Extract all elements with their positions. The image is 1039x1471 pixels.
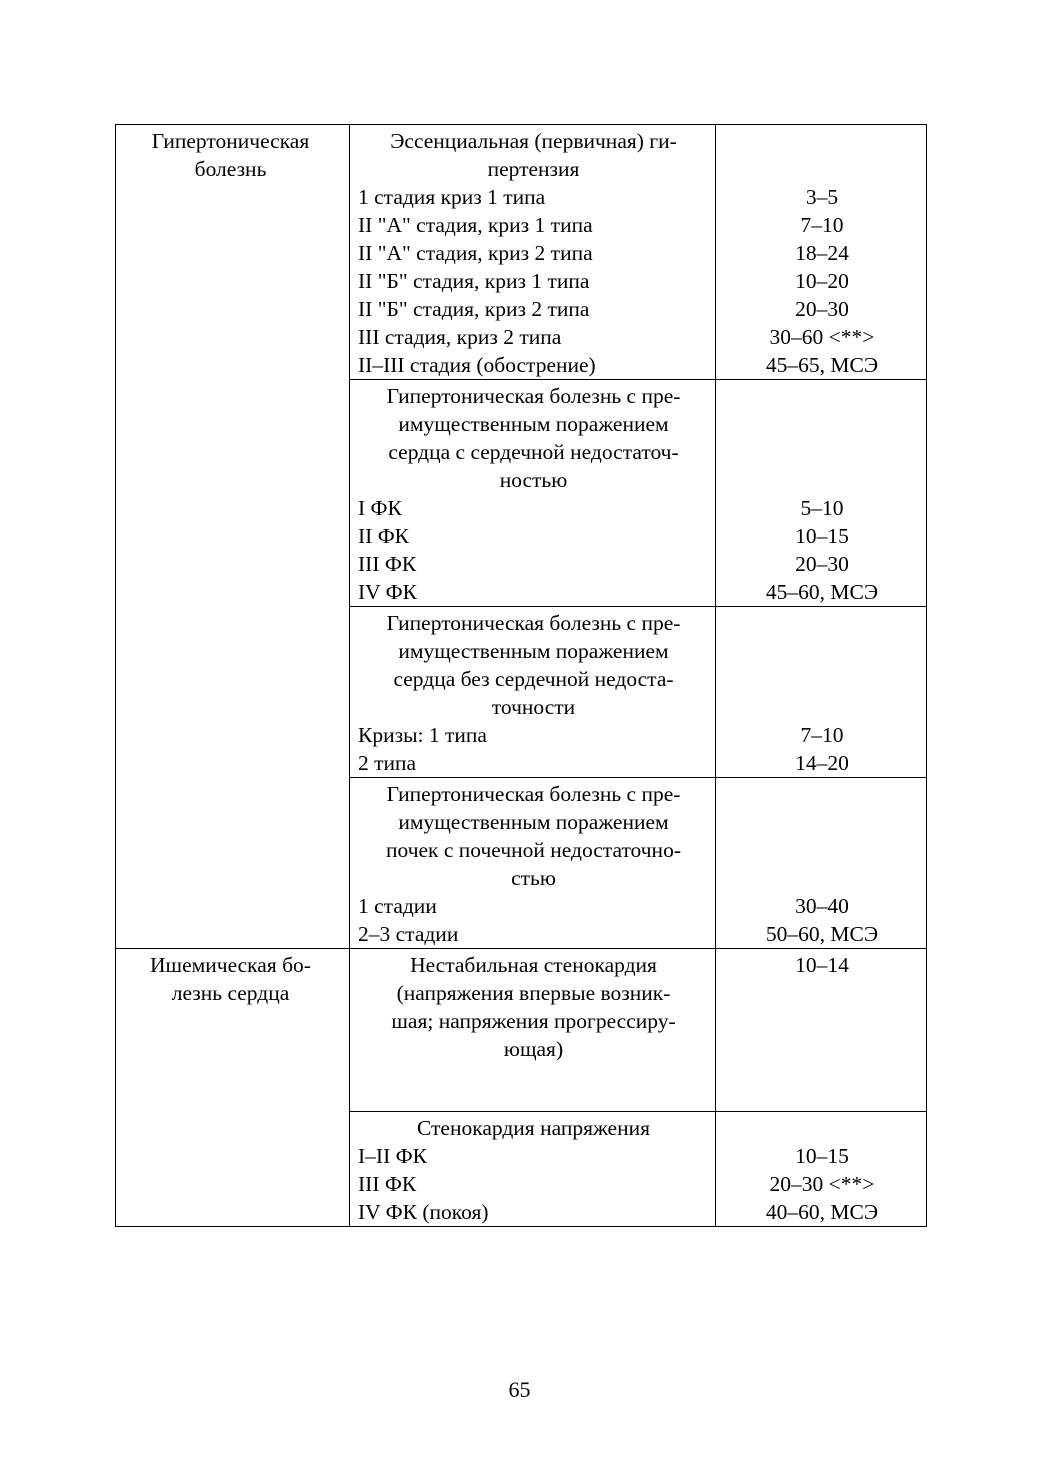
condition-heading: Стенокардия напряжения <box>416 1116 650 1140</box>
condition-item: II "А" стадия, криз 1 типа <box>358 213 593 237</box>
condition-item: I–II ФК <box>358 1144 427 1168</box>
duration-cell <box>716 125 927 380</box>
duration-value: 3–5 <box>805 185 839 209</box>
duration-value: 50–60, МСЭ <box>765 922 879 946</box>
spacer <box>724 155 920 183</box>
spacer <box>724 836 920 864</box>
spacer <box>724 808 920 836</box>
duration-value: 14–20 <box>795 751 849 775</box>
duration-value: 7–10 <box>800 213 844 237</box>
duration-value: 10–20 <box>795 269 849 293</box>
condition-cell <box>350 949 716 1112</box>
duration-value: 10–15 <box>795 524 849 548</box>
duration-cell <box>716 949 927 1112</box>
condition-cell <box>350 380 716 607</box>
duration-value: 30–40 <box>795 894 849 918</box>
duration-cell <box>716 607 927 778</box>
condition-cell <box>350 778 716 949</box>
condition-cell <box>350 125 716 380</box>
page-content <box>115 124 926 1227</box>
duration-value: 40–60, МСЭ <box>765 1200 879 1224</box>
condition-item: II "Б" стадия, криз 1 типа <box>358 269 590 293</box>
condition-item: II "Б" стадия, криз 2 типа <box>358 297 590 321</box>
duration-value: 20–30 <box>795 297 849 321</box>
duration-value: 7–10 <box>800 723 844 747</box>
condition-item: 2–3 стадии <box>358 922 459 946</box>
duration-cell <box>716 380 927 607</box>
condition-item: IV ФК (покоя) <box>358 1200 489 1224</box>
condition-item: I ФК <box>358 496 402 520</box>
condition-heading: Нестабильная стенокардия (напряжения впервые возник- шая; напряжения прогрессиру- ющая) <box>391 953 676 1061</box>
condition-item: III стадия, криз 2 типа <box>358 325 562 349</box>
condition-heading: Гипертоническая болезнь с пре- имущественным поражением сердца без сердечной недоста- точности <box>386 611 681 719</box>
spacer <box>724 438 920 466</box>
condition-item: III ФК <box>358 552 417 576</box>
duration-cell <box>716 778 927 949</box>
spacer <box>724 864 920 892</box>
spacer <box>724 127 920 155</box>
spacer <box>724 410 920 438</box>
table-row <box>116 949 927 1112</box>
condition-item: 1 стадии <box>358 894 437 918</box>
duration-cell <box>716 1112 927 1227</box>
disease-name: Гипертоническая болезнь <box>151 129 310 181</box>
duration-value: 18–24 <box>795 241 849 265</box>
disease-name: Ишемическая бо- лезнь сердца <box>150 953 311 1005</box>
condition-cell <box>350 607 716 778</box>
duration-value: 5–10 <box>800 496 844 520</box>
condition-item: IV ФК <box>358 580 417 604</box>
disease-cell-ischemic <box>116 949 350 1227</box>
duration-value: 10–14 <box>795 953 849 977</box>
spacer <box>724 780 920 808</box>
condition-item: 2 типа <box>358 751 417 775</box>
condition-item: II ФК <box>358 524 410 548</box>
disease-cell-hypertension <box>116 125 350 949</box>
spacer <box>724 637 920 665</box>
condition-item: II–III стадия (обострение) <box>358 353 596 377</box>
condition-cell <box>350 1112 716 1227</box>
duration-value: 20–30 <**> <box>769 1172 875 1196</box>
duration-value: 45–65, МСЭ <box>765 353 879 377</box>
condition-item: Кризы: 1 типа <box>358 723 487 747</box>
condition-heading: Гипертоническая болезнь с пре- имущественным поражением почек с почечной недостаточно- стью <box>386 782 681 890</box>
condition-item: II "А" стадия, криз 2 типа <box>358 241 593 265</box>
spacer <box>724 1114 920 1142</box>
spacer <box>724 466 920 494</box>
condition-heading: Эссенциальная (первичная) ги- пертензия <box>390 129 677 181</box>
duration-value: 10–15 <box>795 1144 849 1168</box>
table-row <box>116 125 927 380</box>
spacer <box>724 609 920 637</box>
condition-heading: Гипертоническая болезнь с пре- имущественным поражением сердца с сердечной недостаточ- ностью <box>386 384 681 492</box>
duration-value: 45–60, МСЭ <box>765 580 879 604</box>
condition-item: III ФК <box>358 1172 417 1196</box>
condition-item: 1 стадия криз 1 типа <box>358 185 546 209</box>
sick-leave-duration-table <box>115 124 927 1227</box>
spacer <box>724 665 920 693</box>
duration-value: 30–60 <**> <box>769 325 875 349</box>
page-number: 65 <box>508 1377 531 1402</box>
duration-value: 20–30 <box>795 552 849 576</box>
spacer <box>724 693 920 721</box>
spacer <box>724 382 920 410</box>
